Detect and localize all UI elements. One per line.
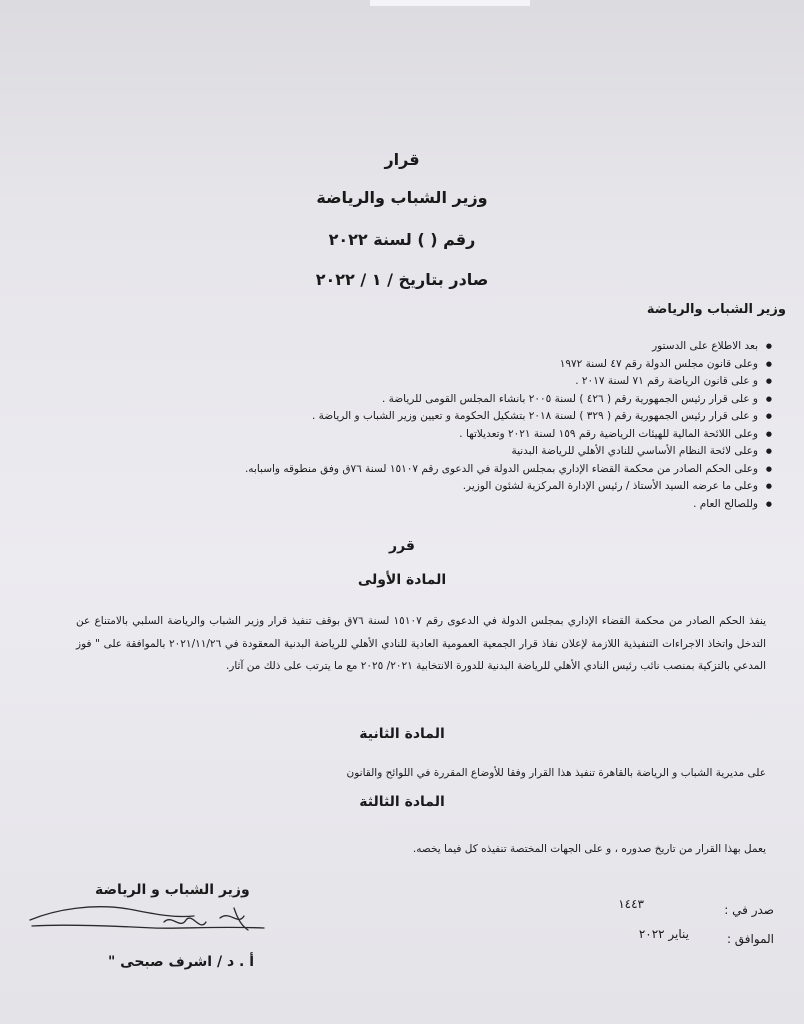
list-item: ● وعلى اللائحة المالية للهيئات الرياضية رقم ١٥٩ لسنة ٢٠٢١ وتعديلاتها .: [132, 426, 772, 444]
article-1-title: المادة الأولى: [357, 572, 447, 588]
list-item: ● وعلى الحكم الصادر من محكمة القضاء الإداري بمجلس الدولة في الدعوى رقم ١٥١٠٧ لسنة ٧٦ق وفق منطوقه واسبابه.: [132, 461, 772, 479]
article-1-text: ينفذ الحكم الصادر من محكمة القضاء الإداري بمجلس الدولة في الدعوى رقم ١٥١٠٧ لسنة ٧٦ق بوقف تنفيذ قرار وزير الشباب والرياضة السلبي بالامتناع عن التدخل واتخاذ الاجراءات التنفيذية اللازمة لإعلان نفاذ قرار الجمعية العمومية العادية للنادي الأهلي للرياضة البدنية المعقودة في ٢٠٢١/١١/٢٦ بالموافقة على " فوز المدعي بالتزكية بمنصب نائب رئيس النادي الأهلي للرياضة البدنية للدورة الانتخابية ٢٠٢١/ ٢٠٢٥ مع ما يترتب على ذلك من آثار.: [76, 615, 766, 672]
issued-value: ١٤٤٣: [618, 897, 644, 911]
article-3-title: المادة الثالثة: [359, 794, 445, 810]
list-item: ● وللصالح العام .: [132, 496, 772, 514]
article-2-title: المادة الثانية: [359, 726, 445, 742]
list-item: ● وعلى قانون مجلس الدولة رقم ٤٧ لسنة ١٩٧٢: [132, 356, 772, 374]
decided-heading: قرر: [389, 538, 415, 554]
article-3-text: يعمل بهذا القرار من تاريخ صدوره ، و على الجهات المختصة تنفيذه كل فيما يخصه.: [412, 843, 766, 855]
preamble-title: وزير الشباب والرياضة: [646, 302, 786, 317]
signer-name: أ . د / اشرف صبحى ": [108, 954, 254, 970]
list-item: ● و على قرار رئيس الجمهورية رقم ( ٣٢٩ ) لسنة ٢٠١٨ بتشكيل الحكومة و تعيين وزير الشباب و الرياضة .: [132, 408, 772, 426]
list-item: ● وعلى ما عرضه السيد الأستاذ / رئيس الإدارة المركزية لشئون الوزير.: [132, 478, 772, 496]
list-item: ● بعد الاطلاع على الدستور: [132, 338, 772, 356]
preamble-list: [132, 338, 772, 513]
minister-heading: وزير الشباب والرياضة: [316, 188, 488, 207]
paper-edge: [370, 0, 530, 6]
list-item: ● و على قرار رئيس الجمهورية رقم ( ٤٢٦ ) لسنة ٢٠٠٥ بانشاء المجلس القومى للرياضة .: [132, 391, 772, 409]
article-2-text: على مديرية الشباب و الرياضة بالقاهرة تنفيذ هذا القرار وفقا للأوضاع المقررة في اللوائح والقانون: [346, 767, 766, 779]
issue-date: صادر بتاريخ / ١ / ٢٠٢٢: [315, 270, 489, 289]
corresponding-label: الموافق :: [726, 932, 774, 946]
decision-number: رقم ( ) لسنة ٢٠٢٢: [328, 230, 476, 249]
decision-heading: قرار: [384, 150, 420, 169]
signature-icon: [24, 896, 274, 946]
list-item: ● وعلى لائحة النظام الأساسي للنادي الأهلي للرياضة البدنية: [132, 443, 772, 461]
signer-title: وزير الشباب و الرياضة: [95, 882, 250, 898]
issued-label: صدر في :: [724, 903, 774, 917]
list-item: ● و على قانون الرياضة رقم ٧١ لسنة ٢٠١٧ .: [132, 373, 772, 391]
corresponding-value: يناير ٢٠٢٢: [638, 927, 689, 941]
